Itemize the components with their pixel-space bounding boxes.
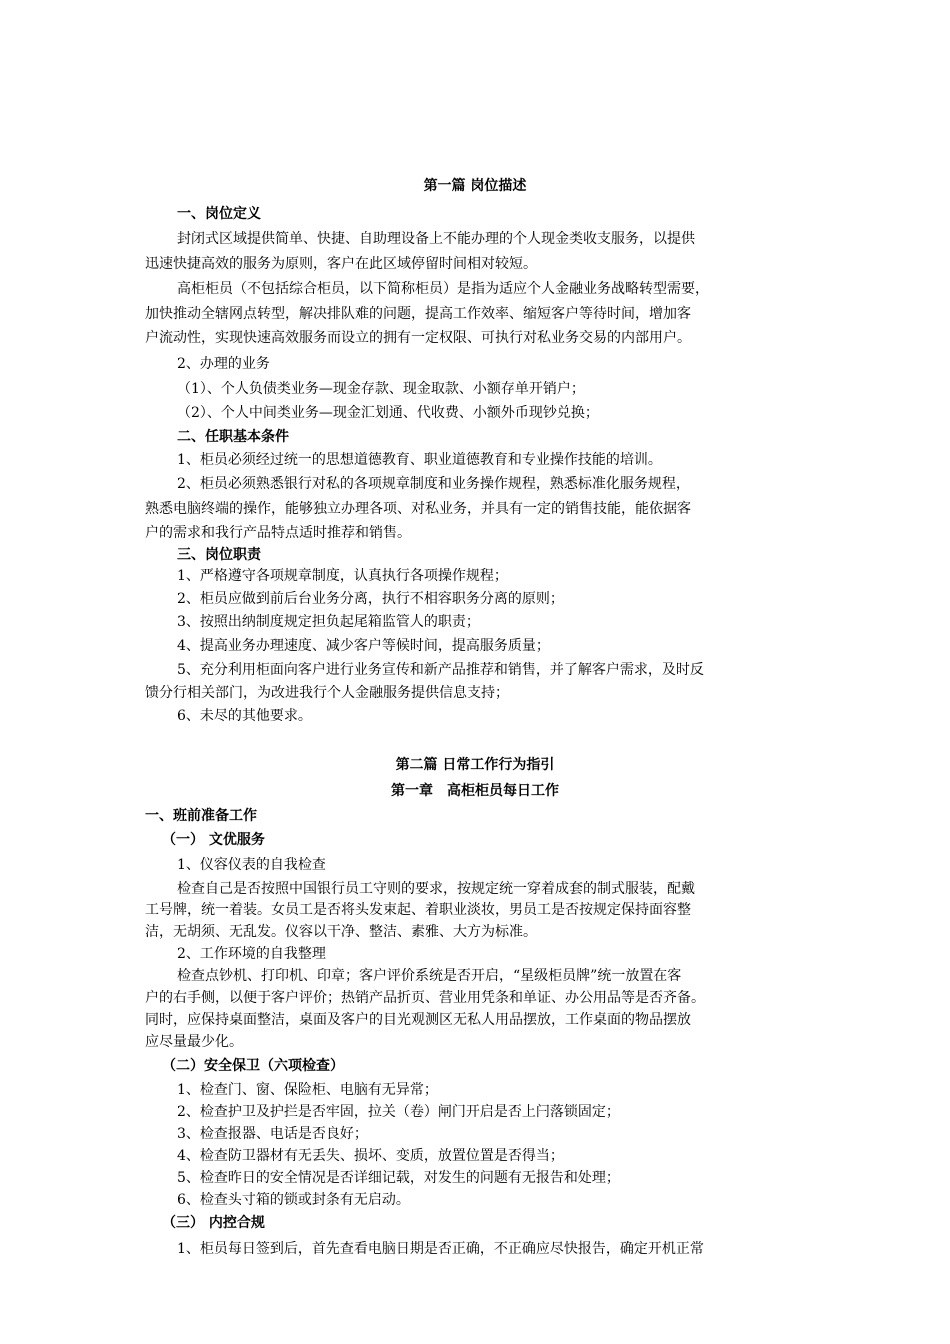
list-item: 1、仪容仪表的自我检查 (177, 857, 326, 873)
paragraph-line: 检查自己是否按照中国银行员工守则的要求，按规定统一穿着成套的制式服装，配戴 (177, 881, 695, 897)
section-heading-duties: 三、岗位职责 (177, 547, 261, 563)
paragraph-line: 户的需求和我行产品特点适时推荐和销售。 (145, 525, 411, 541)
paragraph-line: 同时，应保持桌面整洁，桌面及客户的目光观测区无私人用品摆放，工作桌面的物品摆放 (145, 1012, 691, 1028)
check-item: 1、检查门、窗、保险柜、电脑有无异常； (177, 1082, 438, 1098)
duty-item: 1、严格遵守各项规章制度，认真执行各项操作规程； (177, 568, 508, 584)
part1-title: 第一篇 岗位描述 (423, 178, 527, 194)
paragraph-line: 1、柜员每日签到后，首先查看电脑日期是否正确，不正确应尽快报告，确定开机正常 (177, 1241, 704, 1257)
business-item: （2）、个人中间类业务—现金汇划通、代收费、小额外币现钞兑换； (177, 405, 599, 421)
subsection-heading-service: （一） 文优服务 (162, 832, 265, 848)
business-item: （1）、个人负债类业务—现金存款、现金取款、小额存单开销户； (177, 381, 585, 397)
duty-item: 2、柜员应做到前后台业务分离，执行不相容职务分离的原则； (177, 591, 564, 607)
check-item: 4、检查防卫器材有无丢失、损坏、变质，放置位置是否得当； (177, 1148, 564, 1164)
condition-item: 2、柜员必须熟悉银行对私的各项规章制度和业务操作规程，熟悉标准化服务规程， (177, 476, 690, 492)
duty-item: 5、充分利用柜面向客户进行业务宣传和新产品推荐和销售，并了解客户需求，及时反 (177, 662, 704, 678)
paragraph-line: 加快推动全辖网点转型，解决排队难的问题，提高工作效率、缩短客户等待时间，增加客 (145, 306, 691, 322)
paragraph-line: 洁，无胡须、无乱发。仪容以干净、整洁、素雅、大方为标准。 (145, 924, 537, 940)
paragraph-line: 应尽量最少化。 (145, 1034, 243, 1050)
check-item: 6、检查头寸箱的锁或封条有无启动。 (177, 1192, 410, 1208)
section-heading-preparation: 一、班前准备工作 (145, 808, 257, 824)
section-heading-conditions: 二、任职基本条件 (177, 429, 289, 445)
subsection-heading-compliance: （三） 内控合规 (162, 1215, 265, 1231)
paragraph-line: 馈分行相关部门，为改进我行个人金融服务提供信息支持； (145, 685, 509, 701)
list-item: 2、工作环境的自我整理 (177, 946, 326, 962)
check-item: 5、检查昨日的安全情况是否详细记载，对发生的问题有无报告和处理； (177, 1170, 620, 1186)
paragraph-line: 熟悉电脑终端的操作，能够独立办理各项、对私业务，并具有一定的销售技能，能依据客 (145, 501, 691, 517)
duty-item: 3、按照出纳制度规定担负起尾箱监管人的职责； (177, 614, 480, 630)
paragraph-line: 户流动性，实现快速高效服务而设立的拥有一定权限、可执行对私业务交易的内部用户。 (145, 330, 691, 346)
business-heading: 2、办理的业务 (177, 356, 270, 372)
subsection-heading-security: （二）安全保卫（六项检查） (162, 1058, 344, 1074)
paragraph-line: 迅速快捷高效的服务为原则，客户在此区域停留时间相对较短。 (145, 256, 537, 272)
section-heading-definition: 一、岗位定义 (177, 206, 261, 222)
paragraph-line: 封闭式区域提供简单、快捷、自助理设备上不能办理的个人现金类收支服务，以提供 (177, 231, 695, 247)
paragraph-line: 检查点钞机、打印机、印章；客户评价系统是否开启，“星级柜员牌”统一放置在客 (177, 968, 682, 984)
paragraph-line: 高柜柜员（不包括综合柜员，以下简称柜员）是指为适应个人金融业务战略转型需要， (177, 281, 709, 297)
check-item: 2、检查护卫及护拦是否牢固，拉关（卷）闸门开启是否上闩落锁固定； (177, 1104, 620, 1120)
paragraph-line: 工号牌，统一着装。女员工是否将头发束起、着职业淡妆，男员工是否按规定保持面容整 (145, 902, 691, 918)
condition-item: 1、柜员必须经过统一的思想道德教育、职业道德教育和专业操作技能的培训。 (177, 452, 662, 468)
part2-title: 第二篇 日常工作行为指引 (395, 757, 555, 773)
duty-item: 6、未尽的其他要求。 (177, 708, 312, 724)
duty-item: 4、提高业务办理速度、减少客户等候时间，提高服务质量； (177, 638, 550, 654)
paragraph-line: 户的右手侧，以便于客户评价；热销产品折页、营业用凭条和单证、办公用品等是否齐备。 (145, 990, 705, 1006)
chapter-title: 第一章 高柜柜员每日工作 (391, 783, 559, 799)
check-item: 3、检查报器、电话是否良好； (177, 1126, 368, 1142)
